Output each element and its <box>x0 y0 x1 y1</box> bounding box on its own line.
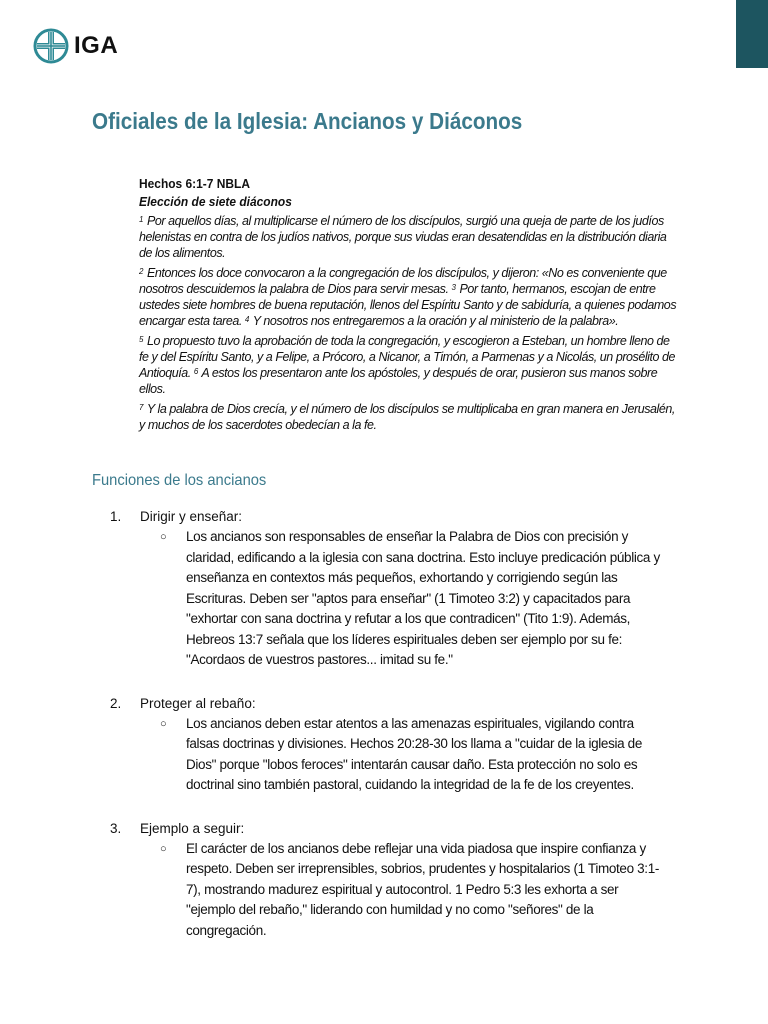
item-number: 1. <box>110 509 122 524</box>
verse-number: 1 <box>139 215 143 224</box>
item-description: El carácter de los ancianos debe reflejar una vida piadosa que inspire confianza y respeto. Deben ser irreprensibles, sobrios, prudentes y hospitalarios (1 Timoteo 3:1-7), mostrando madurez espiritual y autocontrol. 1 Pedro 5:3 les exhorta a ser "ejemplo del rebaño," liderando con humildad y no como "señores" de la congregación. <box>186 840 660 938</box>
list-item <box>110 818 670 942</box>
verse-text: Entonces los doce convocaron a la congregación de los discípulos, y dijeron: «No es conveniente que nosotros descuidemos la palabra de Dios para servir mesas. <box>139 266 667 296</box>
item-label: Proteger al rebaño: <box>140 695 256 711</box>
verse-paragraph <box>139 265 679 329</box>
hollow-circle-bullet-icon: ○ <box>160 717 167 730</box>
verse-paragraph <box>139 213 679 261</box>
verse-number: 4 <box>244 315 249 324</box>
hollow-circle-bullet-icon: ○ <box>160 531 167 543</box>
item-number: 3. <box>110 820 122 836</box>
verse-text: A estos los presentaron ante los apóstoles, y después de orar, pusieron sus manos sobre ellos. <box>139 366 658 396</box>
iga-logo <box>33 28 118 64</box>
hollow-circle-bullet-icon: ○ <box>160 842 167 855</box>
item-label: Dirigir y enseñar: <box>140 509 243 524</box>
list-item <box>110 506 670 671</box>
verse-text: Y nosotros nos entregaremos a la oración y al ministerio de la palabra». <box>252 314 619 328</box>
scripture-passage <box>139 176 679 437</box>
section-title: Funciones de los ancianos <box>92 472 267 489</box>
verse-number: 6 <box>193 367 198 376</box>
elder-functions-list <box>110 506 670 941</box>
scripture-subheading: Elección de siete diáconos <box>139 194 292 209</box>
verse-paragraph <box>139 401 679 433</box>
page-title: Oficiales de la Iglesia: Ancianos y Diáconos <box>92 108 523 134</box>
corner-tab-decoration <box>736 0 768 68</box>
verse-paragraph <box>139 333 679 397</box>
verse-text: Por tanto, hermanos, escojan de entre ustedes siete hombres de buena reputación, llenos del Espíritu Santo y de sabiduría, a quienes podamos encargar esta tarea. <box>139 282 677 328</box>
verse-text: Lo propuesto tuvo la aprobación de toda la congregación, y escogieron a Esteban, un hombre lleno de fe y del Espíritu Santo, y a Felipe, a Prócoro, a Nicanor, a Timón, a Parmenas y a Nicolás, un prosélito de Antioquía. <box>139 334 676 380</box>
verse-number: 5 <box>139 335 143 344</box>
verse-text: Por aquellos días, al multiplicarse el número de los discípulos, surgió una queja de parte de los judíos helenistas en contra de los judíos nativos, porque sus viudas eran desatendidas en la distribución diaria de los alimentos. <box>139 214 667 260</box>
item-number: 2. <box>110 695 122 711</box>
list-item <box>110 693 670 796</box>
logo-text: IGA <box>74 32 119 59</box>
verse-text: Y la palabra de Dios crecía, y el número de los discípulos se multiplicaba en gran manera en Jerusalén, y muchos de los sacerdotes obedecían a la fe. <box>139 402 675 432</box>
item-description: Los ancianos deben estar atentos a las amenazas espirituales, vigilando contra falsas doctrinas y divisiones. Hechos 20:28-30 los llama a "cuidar de la iglesia de Dios" porque "lobos feroces" intentarán causar daño. Esta protección no solo es doctrinal sino también pastoral, cuidando la integridad de la fe de los creyentes. <box>186 715 643 792</box>
item-label: Ejemplo a seguir: <box>140 820 245 836</box>
scripture-reference: Hechos 6:1-7 NBLA <box>139 176 250 191</box>
iga-cross-icon <box>33 28 69 64</box>
verse-number: 3 <box>451 283 456 292</box>
verse-number: 2 <box>139 267 143 276</box>
item-description: Los ancianos son responsables de enseñar la Palabra de Dios con precisión y claridad, edificando a la iglesia con sana doctrina. Esto incluye predicación pública y enseñanza en contextos más pequeños, exhortando y corrigiendo según las Escrituras. Deben ser "aptos para enseñar" (1 Timoteo 3:2) y capacitados para "exhortar con sana doctrina y refutar a los que contradicen" (Tito 1:9). Además, Hebreos 13:7 señala que los líderes espirituales deben ser ejemplo por su fe: "Acordaos de vuestros pastores... imitad su fe." <box>186 529 660 667</box>
verse-number: 7 <box>139 403 143 412</box>
